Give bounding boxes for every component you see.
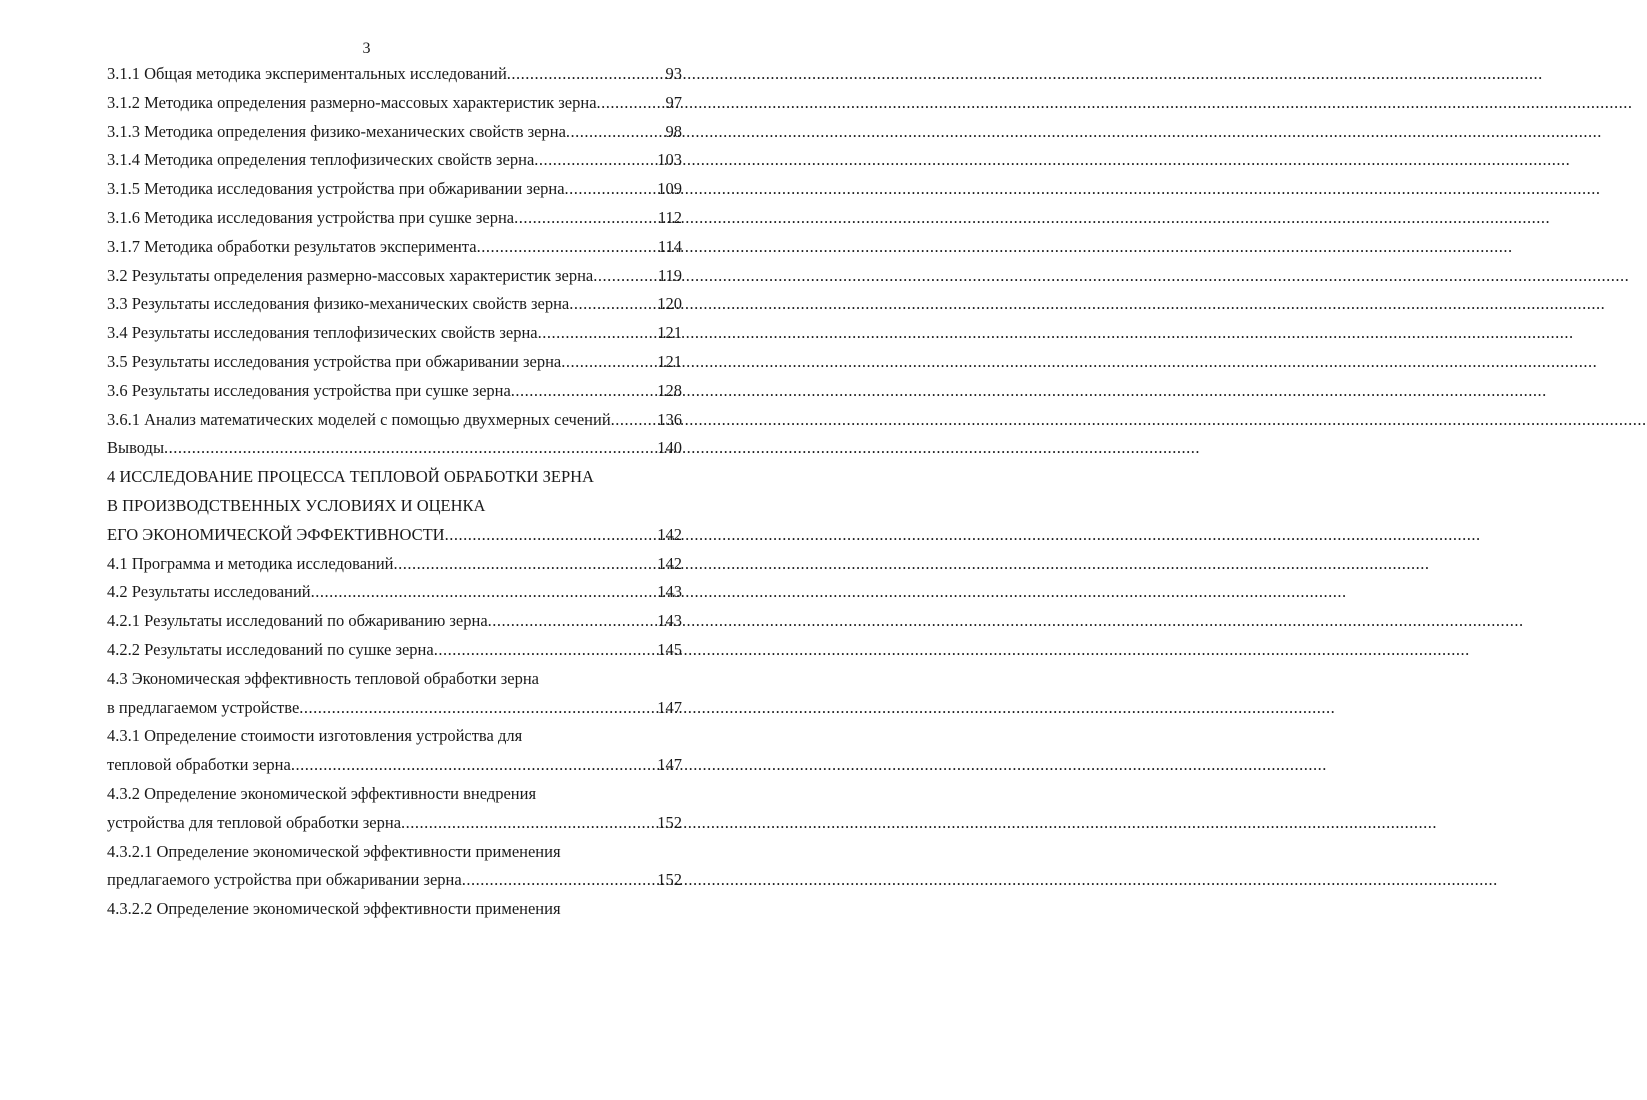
toc-entry-title: 3.5 Результаты исследования устройства при обжаривании зерна: [107, 351, 562, 371]
toc-entry-title: 4.2 Результаты исследований: [107, 582, 311, 602]
toc-entry-page: 120: [657, 294, 682, 314]
toc-entry-title: предлагаемого устройства при обжаривании зерна: [107, 870, 462, 890]
toc-entry: [107, 319, 682, 348]
toc-entry-page: 147: [657, 755, 682, 775]
dot-leader: [561, 348, 656, 377]
toc-entry: [107, 492, 682, 521]
toc-entry: [107, 694, 682, 723]
toc-entry: [107, 348, 682, 377]
toc-entry: [107, 866, 682, 895]
toc-entry: [107, 434, 682, 463]
toc-entry: [107, 204, 682, 233]
toc-entry: [107, 751, 682, 780]
toc-entry-page: 121: [657, 323, 682, 343]
dot-leader: [311, 578, 657, 607]
toc-entry-page: 109: [657, 179, 682, 199]
toc-entry: [107, 290, 682, 319]
dot-leader: [299, 694, 656, 723]
toc-entry-title: 3.1.1 Общая методика экспериментальных исследований: [107, 64, 507, 83]
toc-entry-title: 4.1 Программа и методика исследований: [107, 553, 394, 573]
toc-entry-title: 3.1.3 Методика определения физико-механических свойств зерна: [107, 121, 566, 141]
page-number: 3: [362, 40, 371, 57]
toc-entry: [107, 146, 682, 175]
toc-entry-title: В ПРОИЗВОДСТВЕННЫХ УСЛОВИЯХ И ОЦЕНКА: [107, 495, 486, 515]
dot-leader: [597, 89, 665, 118]
toc-entry-title: 4.3 Экономическая эффективность тепловой обработки зерна: [107, 668, 539, 688]
toc-entry: [107, 60, 682, 89]
toc-entry-title: 4.3.2.1 Определение экономической эффективности применения: [107, 841, 561, 861]
dot-leader: [538, 319, 657, 348]
toc-entry-title: 3.6.1 Анализ математических моделей с помощью двухмерных сечений: [107, 409, 611, 429]
toc-entry-page: 114: [657, 236, 682, 256]
toc-entry: [107, 722, 682, 751]
dot-leader: [514, 204, 657, 233]
toc-entry-title: 4.3.2.2 Определение экономической эффективности применения: [107, 899, 561, 919]
toc-entry-title: 3.3 Результаты исследования физико-механических свойств зерна: [107, 294, 570, 314]
table-of-contents: [107, 60, 682, 924]
toc-entry-page: 145: [657, 639, 682, 659]
toc-entry-title: 3.1.6 Методика исследования устройства при сушке зерна: [107, 207, 515, 227]
toc-entry-title: 3.4 Результаты исследования теплофизических свойств зерна: [107, 323, 538, 343]
toc-entry-page: 103: [657, 150, 682, 170]
dot-leader: [291, 751, 656, 780]
toc-entry: [107, 578, 682, 607]
dot-leader: [569, 290, 656, 319]
toc-entry: [107, 118, 682, 147]
toc-entry-title: 3.1.2 Методика определения размерно-массовых характеристик зерна: [107, 92, 597, 112]
toc-entry-title: 4.2.1 Результаты исследований по обжариванию зерна: [107, 611, 488, 631]
toc-entry: [107, 406, 682, 435]
toc-entry-page: 121: [657, 351, 682, 371]
toc-entry: [107, 463, 682, 492]
toc-entry: [107, 838, 682, 867]
toc-entry-page: 93: [665, 64, 682, 83]
toc-entry-page: 140: [657, 438, 682, 458]
dot-leader: [507, 60, 665, 89]
toc-entry-title: 3.6 Результаты исследования устройства при сушке зерна: [107, 380, 511, 400]
toc-entry-title: Выводы: [107, 438, 165, 458]
dot-leader: [164, 434, 656, 463]
toc-entry: [107, 780, 682, 809]
dot-leader: [611, 406, 657, 435]
toc-entry: [107, 233, 682, 262]
toc-entry-title: 4.3.2 Определение экономической эффективности внедрения: [107, 783, 537, 803]
dot-leader: [394, 550, 657, 579]
toc-entry-title: 3.1.7 Методика обработки результатов эксперимента: [107, 236, 477, 256]
toc-entry-title: 4.3.1 Определение стоимости изготовления устройства для: [107, 726, 523, 746]
toc-entry-page: 98: [665, 121, 682, 141]
dot-leader: [593, 262, 657, 291]
toc-entry-page: 152: [657, 812, 682, 832]
toc-entry-title: тепловой обработки зерна: [107, 755, 291, 775]
toc-entry: [107, 377, 682, 406]
toc-entry: [107, 550, 682, 579]
dot-leader: [445, 521, 657, 550]
toc-entry: [107, 665, 682, 694]
dot-leader: [401, 809, 656, 838]
dot-leader: [477, 233, 657, 262]
toc-entry: [107, 809, 682, 838]
toc-entry-title: 3.1.5 Методика исследования устройства при обжаривании зерна: [107, 179, 565, 199]
toc-entry-title: 3.2 Результаты определения размерно-массовых характеристик зерна: [107, 265, 594, 285]
toc-entry-title: ЕГО ЭКОНОМИЧЕСКОЙ ЭФФЕКТИВНОСТИ: [107, 524, 445, 544]
toc-entry-page: 147: [657, 697, 682, 717]
toc-entry-page: 142: [657, 524, 682, 544]
dot-leader: [434, 636, 657, 665]
toc-entry: [107, 521, 682, 550]
toc-entry-page: 143: [657, 582, 682, 602]
toc-entry-page: 97: [665, 92, 682, 112]
toc-entry: [107, 175, 682, 204]
dot-leader: [511, 377, 656, 406]
toc-entry: [107, 89, 682, 118]
toc-entry-page: 112: [657, 207, 682, 227]
toc-entry-title: 4.2.2 Результаты исследований по сушке зерна: [107, 639, 434, 659]
toc-entry-page: 119: [657, 265, 682, 285]
dot-leader: [534, 146, 656, 175]
toc-entry-title: в предлагаемом устройстве: [107, 697, 300, 717]
toc-entry-title: 3.1.4 Методика определения теплофизических свойств зерна: [107, 150, 535, 170]
dot-leader: [488, 607, 657, 636]
toc-entry: [107, 636, 682, 665]
dot-leader: [565, 175, 657, 204]
toc-entry-page: 142: [657, 553, 682, 573]
toc-entry-title: 4 ИССЛЕДОВАНИЕ ПРОЦЕССА ТЕПЛОВОЙ ОБРАБОТКИ ЗЕРНА: [107, 467, 594, 487]
toc-entry-page: 128: [657, 380, 682, 400]
toc-entry-page: 136: [657, 409, 682, 429]
toc-entry: [107, 895, 682, 924]
toc-entry: [107, 607, 682, 636]
toc-entry-title: устройства для тепловой обработки зерна: [107, 812, 402, 832]
toc-entry-page: 143: [657, 611, 682, 631]
toc-entry-page: 152: [657, 870, 682, 890]
dot-leader: [462, 866, 657, 895]
dot-leader: [566, 118, 665, 147]
toc-entry: [107, 262, 682, 291]
